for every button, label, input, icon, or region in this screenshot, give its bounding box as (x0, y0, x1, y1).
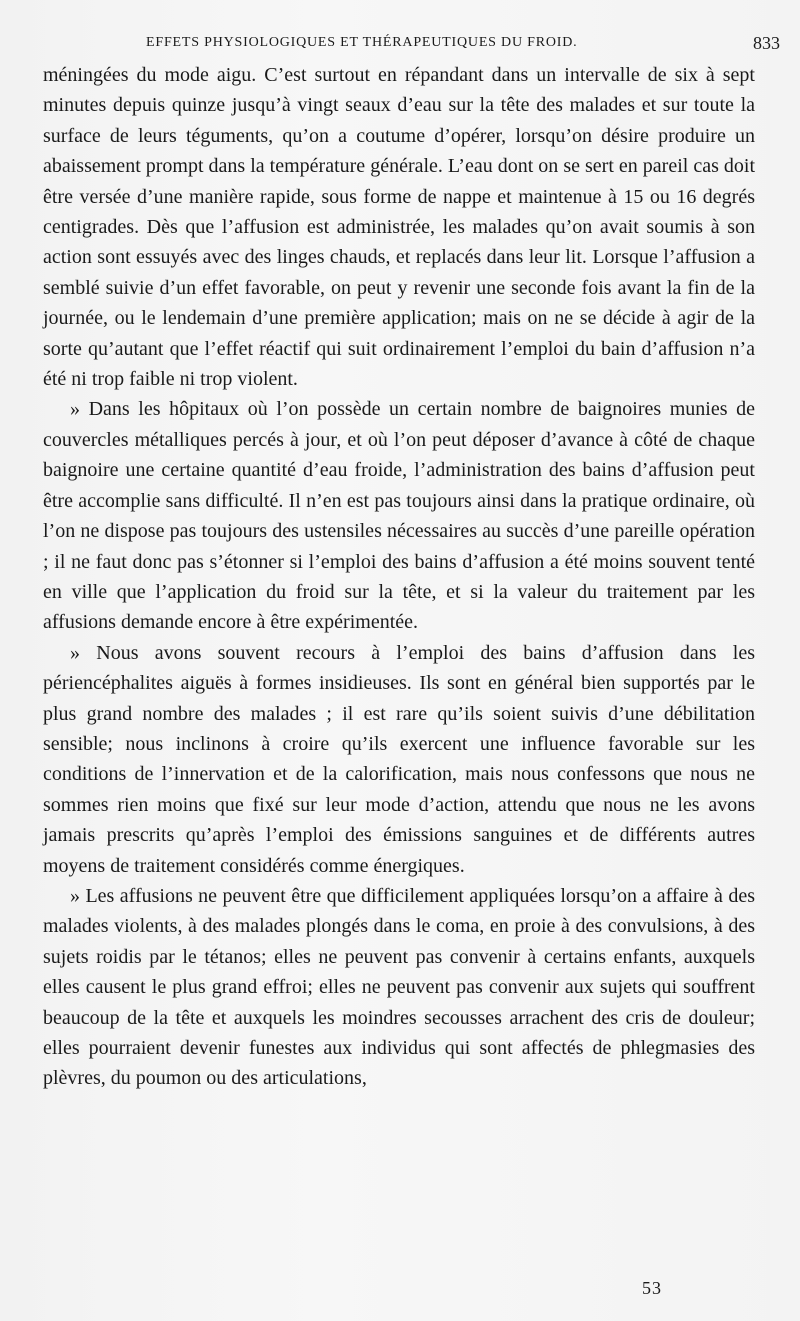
paragraph-4: » Les affusions ne peuvent être que difficilement appliquées lorsqu’on a affaire à des malades violents, à des malades plongés dans le coma, en proie à des convulsions, à des sujets roidis par le tétanos; elles ne peuvent pas convenir à certains enfants, auxquels elles causent le plus grand effroi; elles ne peuvent pas convenir aux sujets qui souffrent beaucoup de la tête et auxquels les moindres secousses arrachent des cris de douleur; elles pourraient devenir funestes aux individus qui sont affectés de phlegmasies des plèvres, du poumon ou des articulations, (43, 884, 755, 1090)
paragraph-2: » Dans les hôpitaux où l’on possède un certain nombre de baignoires munies de couvercles métalliques percés à jour, et où l’on peut déposer d’avance à côté de chaque baignoire une certaine quantité d’eau froide, l’administration des bains d’affusion peut être accomplie sans difficulté. Il n’en est pas toujours ainsi dans la pratique ordinaire, où l’on ne dispose pas toujours des ustensiles nécessaires au succès d’une pareille opération ; il ne faut donc pas s’étonner si l’emploi des bains d’affusion a été moins souvent tenté en ville que l’application du froid sur la tête, et si la valeur du traitement par les affusions demande encore à être expérimentée. (43, 398, 755, 634)
page-header (146, 33, 782, 55)
body-text (43, 60, 755, 1094)
page-number: 833 (753, 33, 780, 53)
running-head: EFFETS PHYSIOLOGIQUES ET THÉRAPEUTIQUES DU FROID. (146, 35, 578, 50)
paragraph-3: » Nous avons souvent recours à l’emploi des bains d’affusion dans les périencéphalites aiguës à formes insidieuses. Ils sont en général bien supportés par le plus grand nombre des malades ; il est rare qu’ils soient suivis d’une débilitation sensible; nous inclinons à croire qu’ils exercent une influence favorable sur les conditions de l’innervation et de la calorification, mais nous confessons que nous ne sommes rien moins que fixé sur leur mode d’action, attendu que nous ne les avons jamais prescrits qu’après l’emploi des émissions sanguines et de différents autres moyens de traitement considérés comme énergiques. (43, 641, 755, 877)
signature-mark: 53 (642, 1278, 662, 1298)
paragraph-1: méningées du mode aigu. C’est surtout en répandant dans un intervalle de six à sept minutes depuis quinze jusqu’à vingt seaux d’eau sur la tête des malades et sur toute la surface de leurs téguments, qu’on a coutume d’opérer, lorsqu’on désire produire un abaissement prompt dans la température générale. L’eau dont on se sert en pareil cas doit être versée d’une manière rapide, sous forme de nappe et maintenue à 15 ou 16 degrés centigrades. Dès que l’affusion est administrée, les malades qu’on avait soumis à son action sont essuyés avec des linges chauds, et replacés dans leur lit. Lorsque l’affusion a semblé suivie d’un effet favorable, on peut y revenir une seconde fois avant la fin de la journée, ou le lendemain d’une première application; mais on ne se décide à agir de la sorte qu’autant que l’effet réactif qui suit ordinairement l’emploi du bain d’affusion n’a été ni trop faible ni trop violent. (43, 64, 755, 391)
